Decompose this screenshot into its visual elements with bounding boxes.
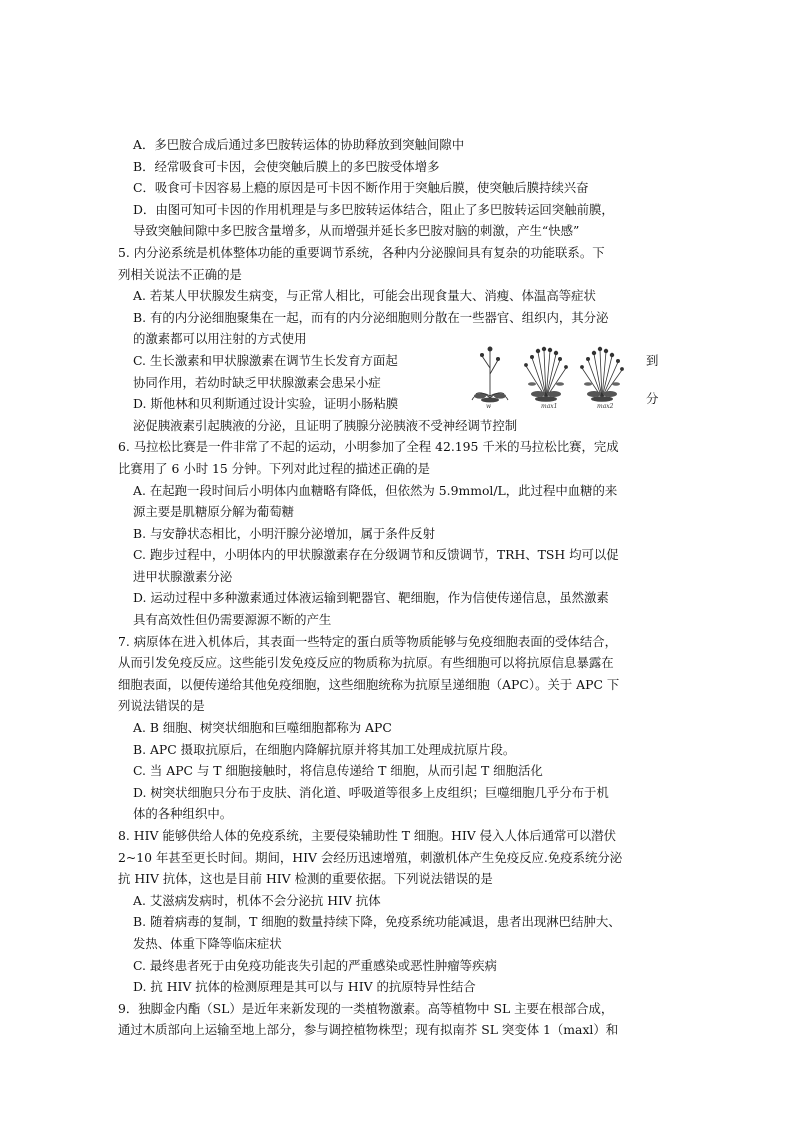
- q7-stem-cont-1: 从而引发免疫反应。这些能引发免疫反应的物质称为抗原。有些细胞可以将抗原信息暴露在: [118, 655, 614, 671]
- q5-stem-cont: 列相关说法不正确的是: [118, 266, 242, 282]
- figure-label-w: w: [486, 403, 492, 410]
- q6-stem-cont: 比赛用了 6 小时 15 分钟。下列对此过程的描述正确的是: [118, 460, 430, 476]
- q5-option-c: C. 生长激素和甲状腺激素在调节生长发育方面起: [133, 352, 398, 368]
- q5-option-d: D. 斯他林和贝利斯通过设计实验，证明小肠粘膜: [133, 396, 399, 412]
- q8-stem-cont-2: 抗 HIV 抗体，这也是目前 HIV 检测的重要依据。下列说法错误的是: [118, 871, 493, 887]
- q4-option-d: D．由图可知可卡因的作用机理是与多巴胺转运体结合，阻止了多巴胺转运回突触前膜，: [133, 201, 614, 217]
- q5-option-b: B. 有的内分泌细胞聚集在一起，而有的内分泌细胞则分散在一些器官、组织内，其分泌: [133, 309, 609, 325]
- q7-option-a: A. B 细胞、树突状细胞和巨噬细胞都称为 APC: [133, 720, 392, 736]
- q5-stem: 5. 内分泌系统是机体整体功能的重要调节系统，各种内分泌腺间具有复杂的功能联系。下: [118, 244, 605, 260]
- q6-option-a: A. 在起跑一段时间后小明体内血糖略有降低，但依然为 5.9mmol/L，此过程中血糖的来: [133, 482, 618, 498]
- q7-stem-cont-2: 细胞表面，以便传递给其他免疫细胞，这些细胞统称为抗原呈递细胞（APC）。关于 APC 下: [118, 676, 620, 692]
- q6-option-d-cont: 具有高效性但仍需要源源不断的产生: [133, 612, 332, 628]
- q5-option-c-cont: 协同作用，若幼时缺乏甲状腺激素会患呆小症: [133, 374, 381, 390]
- q8-option-d: D. 抗 HIV 抗体的检测原理是其可以与 HIV 的抗原特异性结合: [133, 979, 476, 995]
- q8-stem-cont-1: 2~10 年甚至更长时间。期间，HIV 会经历迅速增殖，刺激机体产生免疫反应.免疫系统分泌: [118, 849, 623, 865]
- plant-max2: [581, 347, 624, 402]
- q8-option-c: C. 最终患者死于由免疫功能丧失引起的严重感染或恶性肿瘤等疾病: [133, 957, 497, 973]
- figure-label-max2: max2: [597, 403, 614, 410]
- q9-stem: 9．独脚金内酯（SL）是近年来新发现的一类植物激素。高等植物中 SL 主要在根部合成，: [118, 1000, 614, 1016]
- plant-phenotype-figure: [462, 344, 638, 410]
- plant-wild-type: [472, 347, 508, 402]
- q6-option-c: C. 跑步过程中，小明体内的甲状腺激素存在分级调节和反馈调节，TRH、TSH 均可以促: [133, 547, 619, 563]
- figure-label-max1: max1: [541, 403, 558, 410]
- q8-option-b: B. 随着病毒的复制，T 细胞的数量持续下降，免疫系统功能减退，患者出现淋巴结肿大、: [133, 914, 621, 930]
- q6-option-a-cont: 源主要是肌糖原分解为葡萄糖: [133, 504, 295, 520]
- q7-stem: 7. 病原体在进入机体后，其表面一些特定的蛋白质等物质能够与免疫细胞表面的受体结合，: [118, 633, 617, 649]
- q9-stem-cont: 通过木质部向上运输至地上部分，参与调控植物株型；现有拟南芥 SL 突变体 1（maxl）和: [118, 1022, 619, 1038]
- q8-option-a: A. 艾滋病发病时，机体不会分泌抗 HIV 抗体: [133, 892, 381, 908]
- question-content: [118, 134, 676, 1041]
- q4-option-b: B．经常吸食可卡因，会使突触后膜上的多巴胺受体增多: [133, 158, 440, 174]
- q6-option-c-cont: 进甲状腺激素分泌: [133, 568, 233, 584]
- q7-option-d: D. 树突状细胞只分布于皮肤、消化道、呼吸道等很多上皮组织；巨噬细胞几乎分布于机: [133, 784, 609, 800]
- q7-stem-cont-3: 列说法错误的是: [118, 698, 205, 714]
- q5-option-d-tail: 分: [646, 391, 659, 406]
- q5-option-c-tail: 到: [646, 353, 659, 368]
- q6-stem: 6. 马拉松比赛是一件非常了不起的运动，小明参加了全程 42.195 千米的马拉松比赛，完成: [118, 439, 619, 455]
- plant-max1: [525, 347, 568, 402]
- q8-stem: 8. HIV 能够供给人体的免疫系统，主要侵染辅助性 T 细胞。HIV 侵入人体后通常可以潜伏: [118, 828, 616, 843]
- q5-option-b-cont: 的激素都可以用注射的方式使用: [133, 331, 307, 347]
- q7-option-c: C. 当 APC 与 T 细胞接触时，将信息传递给 T 细胞，从而引起 T 细胞活化: [133, 763, 543, 779]
- q6-option-d: D. 运动过程中多种激素通过体液运输到靶器官、靶细胞，作为信使传递信息，虽然激素: [133, 590, 609, 606]
- q7-option-d-cont: 体的各种组织中。: [133, 806, 233, 822]
- q4-option-a: A．多巴胺合成后通过多巴胺转运体的协助释放到突触间隙中: [133, 137, 465, 152]
- q6-option-b: B. 与安静状态相比，小明汗腺分泌增加，属于条件反射: [133, 525, 435, 541]
- plant-figure-svg: [462, 344, 638, 410]
- q5-option-a: A. 若某人甲状腺发生病变，与正常人相比，可能会出现食量大、消瘦、体温高等症状: [133, 288, 596, 304]
- q7-option-b: B. APC 摄取抗原后，在细胞内降解抗原并将其加工处理成抗原片段。: [133, 741, 516, 757]
- q5-option-d-cont: 泌促胰液素引起胰液的分泌，且证明了胰腺分泌胰液不受神经调节控制: [133, 417, 518, 433]
- q4-option-c: C．吸食可卡因容易上瘾的原因是可卡因不断作用于突触后膜，使突触后膜持续兴奋: [133, 180, 589, 196]
- q4-option-d-cont: 导致突触间隙中多巴胺含量增多，从而增强并延长多巴胺对脑的刺激，产生“快感”: [133, 223, 580, 239]
- q8-option-b-cont: 发热、体重下降等临床症状: [133, 935, 282, 951]
